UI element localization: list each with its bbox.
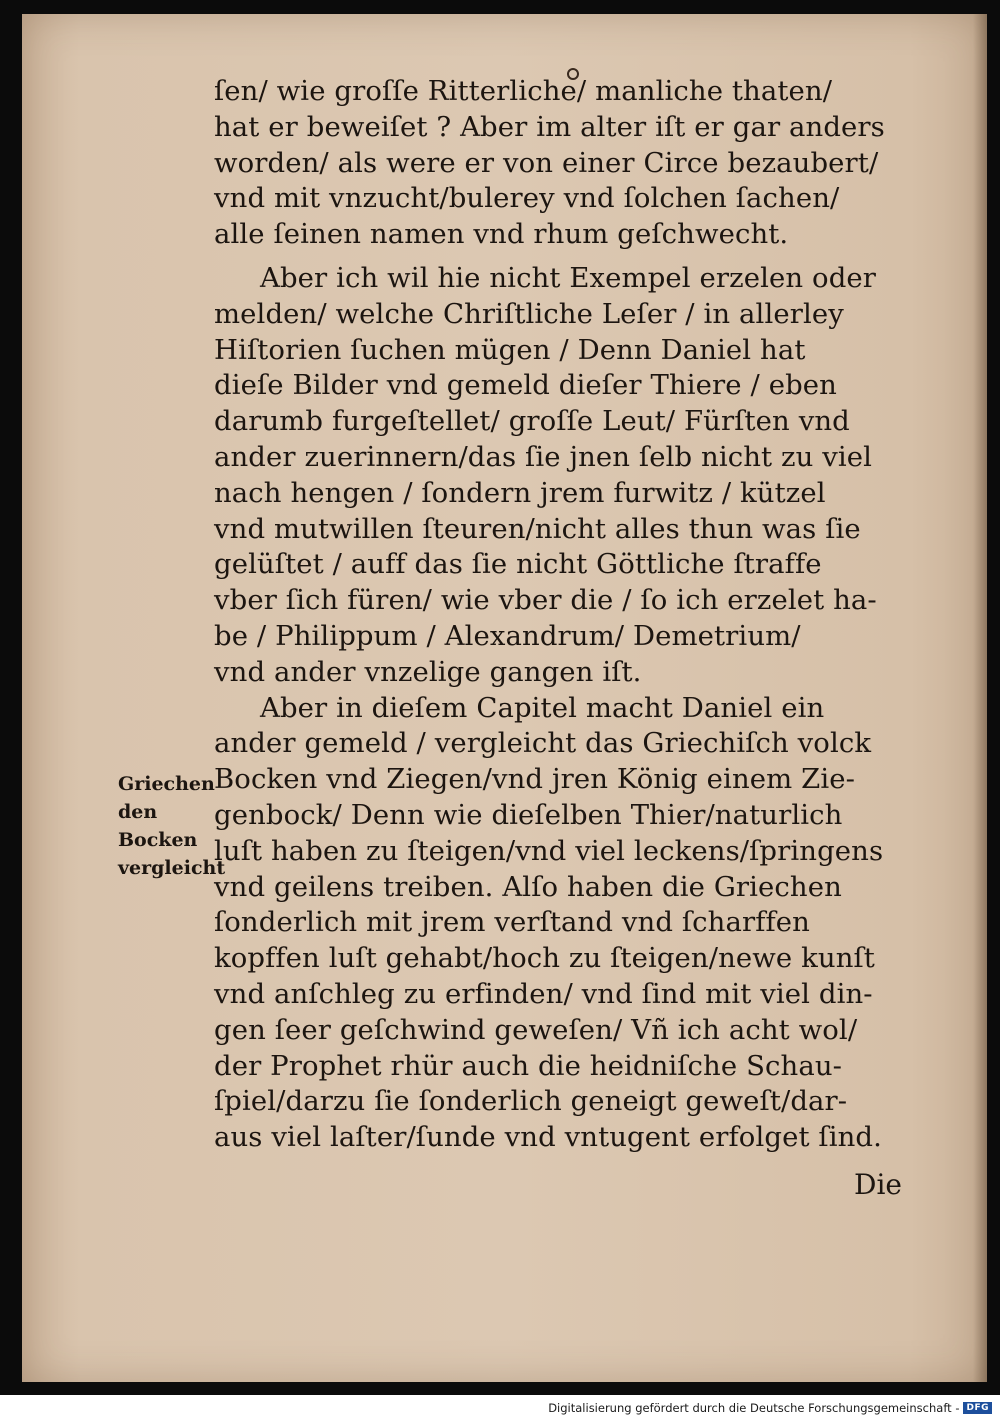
text-line: gen ſeer geſchwind geweſen/ Vñ ich acht wol/ [214,1013,858,1046]
margin-note-line: den [118,801,158,823]
funding-footer [548,1401,992,1415]
text-line: dieſe Bilder vnd gemeld dieſer Thiere / eben [214,369,837,402]
dfg-logo: DFG [963,1402,992,1414]
text-line: worden/ als were er von einer Circe bezaubert/ [214,146,879,179]
text-line: darumb furgeſtellet/ groſſe Leut/ Fürſten vnd [214,405,850,438]
text-line: Hiſtorien ſuchen mügen / Denn Daniel hat [214,333,806,366]
text-line: ſpiel/darzu ſie ſonderlich geneigt geweſt/dar- [214,1085,848,1118]
text-line: aus viel laſter/ſunde vnd vntugent erfolget ſind. [214,1121,882,1154]
text-line: ſen/ wie groſſe Ritterliche/ manliche thaten/ [214,75,833,107]
catchword: Die [854,1168,902,1201]
footer-text: Digitalisierung gefördert durch die Deutsche Forschungsgemeinschaft - [548,1401,960,1415]
margin-note-line: vergleicht [118,857,226,879]
text-line: alle ſeinen namen vnd rhum geſchwecht. [214,218,789,251]
text-line: vnd ander vnzelige gangen iſt. [214,655,642,688]
text-line: ſonderlich mit jrem verſtand vnd ſcharffen [214,906,810,939]
text-line: hat er beweiſet ? Aber im alter iſt er gar anders [214,110,885,143]
text-line: vnd geilens treiben. Alſo haben die Griechen [214,870,842,903]
text-line: gelüſtet / auff das ſie nicht Göttliche ſtraffe [214,548,822,581]
text-line: nach hengen / ſondern jrem furwitz / kützel [214,476,826,509]
text-line: kopffen luſt gehabt/hoch zu ſteigen/newe kunſt [214,942,875,975]
text-line: Aber in dieſem Capitel macht Daniel ein [260,691,825,724]
text-line: ander zuerinnern/das ſie jnen ſelb nicht zu viel [214,440,873,473]
page-edge-shadow [973,14,987,1382]
text-line: Bocken vnd Ziegen/vnd jren König einem Zie- [214,763,856,796]
text-line: luſt haben zu ſteigen/vnd viel leckens/ſpringens [214,834,884,867]
text-line: Aber ich wil hie nicht Exempel erzelen oder [260,261,877,294]
text-line: der Prophet rhür auch die heidniſche Schau- [214,1049,843,1082]
text-line: vnd mit vnzucht/bulerey vnd ſolchen ſachen/ [214,182,840,215]
margin-note-line: Griechen [118,773,215,795]
margin-note-line: Bocken [118,829,198,851]
text-line: genbock/ Denn wie dieſelben Thier/naturlich [214,798,843,831]
marginal-note [118,770,228,882]
text-line: ander gemeld / vergleicht das Griechiſch volck [214,727,872,760]
text-line: be / Philippum / Alexandrum/ Demetrium/ [214,619,801,652]
text-line: vber ſich füren/ wie vber die / ſo ich erzelet ha- [214,584,877,617]
text-line: melden/ welche Chriſtliche Leſer / in allerley [214,297,844,330]
main-text-block [214,74,914,1156]
text-line: vnd anſchleg zu erfinden/ vnd ſind mit viel din- [214,977,873,1010]
text-line: vnd mutwillen ſteuren/nicht alles thun was ſie [214,512,861,545]
paragraph-gap [214,253,914,261]
